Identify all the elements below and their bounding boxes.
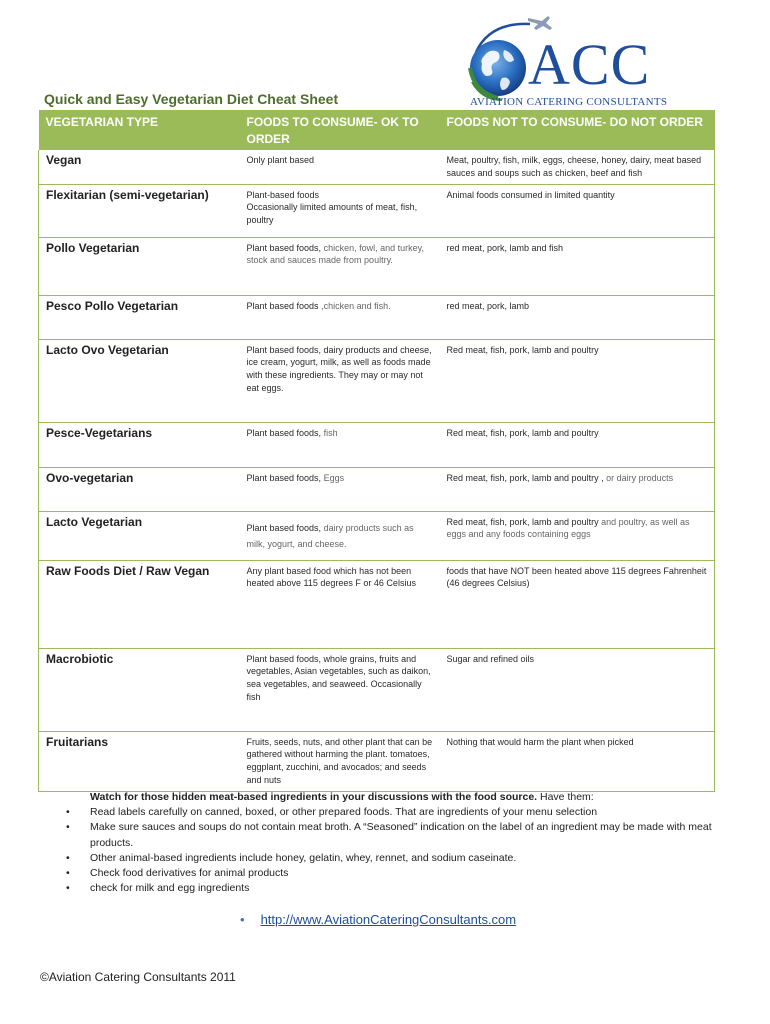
- bullet-icon: •: [66, 821, 70, 834]
- row-not-foods: Red meat, fish, pork, lamb and poultry: [440, 339, 715, 422]
- ok-foods-main: Plant based foods,: [246, 522, 324, 533]
- row-not-foods: [440, 467, 715, 511]
- row-ok-foods: Plant based foods, dairy products and cheese, ice cream, yogurt, milk, as well as foods made with these ingredients. They may or may not eat eggs.: [240, 339, 440, 422]
- list-item-text: Check food derivatives for animal products: [90, 867, 289, 880]
- row-not-foods: red meat, pork, lamb and fish: [440, 237, 715, 295]
- row-ok-foods: [240, 237, 440, 295]
- notes-list: [62, 805, 722, 896]
- copyright-footer: ©Aviation Catering Consultants 2011: [40, 970, 236, 984]
- ok-foods-extra: dairy products such as milk, yogurt, and cheese.: [246, 522, 414, 549]
- ok-foods-extra: fish: [323, 427, 338, 438]
- row-type: Lacto Vegetarian: [39, 511, 240, 560]
- table-row: [39, 648, 715, 731]
- notes-lead-bold: Watch for those hidden meat-based ingredients in your discussions with the food source.: [90, 791, 538, 803]
- notes-section: [62, 790, 722, 896]
- diet-table: [38, 110, 715, 792]
- list-item: [62, 805, 722, 820]
- row-type: Fruitarians: [39, 731, 240, 791]
- website-link-line: [240, 912, 516, 927]
- list-item: [62, 851, 722, 866]
- list-item-text: check for milk and egg ingredients: [90, 882, 250, 895]
- table-row: [39, 295, 715, 339]
- not-foods-extra: and poultry, as well as eggs and any foods containing eggs: [446, 516, 690, 540]
- ok-foods-extra: Eggs: [323, 472, 345, 483]
- row-ok-foods: Plant based foods, whole grains, fruits and vegetables, Asian vegetables, such as daikon, sea vegetables, and seaweed. Occasionally fish: [240, 648, 440, 731]
- row-ok-foods: [240, 422, 440, 467]
- not-foods-main: Red meat, fish, pork, lamb and poultry: [446, 516, 602, 527]
- company-logo: [462, 12, 668, 110]
- row-ok-foods: Fruits, seeds, nuts, and other plant that can be gathered without harming the plant. tomatoes, eggplant, zucchini, and avocados; and seeds and nuts: [240, 731, 440, 791]
- bullet-icon: •: [66, 806, 70, 819]
- table-row: [39, 237, 715, 295]
- row-type: Pesco Pollo Vegetarian: [39, 295, 240, 339]
- ok-foods-main: Plant based foods,: [246, 242, 324, 253]
- row-type: Ovo-vegetarian: [39, 467, 240, 511]
- notes-lead-rest: Have them:: [537, 791, 594, 803]
- row-not-foods: Meat, poultry, fish, milk, eggs, cheese, honey, dairy, meat based sauces and soups such as chicken, beef and fish: [440, 150, 715, 184]
- not-foods-extra: or dairy products: [606, 472, 674, 483]
- row-not-foods: Animal foods consumed in limited quantity: [440, 184, 715, 237]
- row-type: Vegan: [39, 150, 240, 184]
- list-item: [62, 866, 722, 881]
- header-foods-not-ok: FOODS NOT TO CONSUME- DO NOT ORDER: [440, 110, 715, 150]
- row-ok-foods: [240, 467, 440, 511]
- row-not-foods: Sugar and refined oils: [440, 648, 715, 731]
- website-link[interactable]: http://www.AviationCateringConsultants.com: [260, 912, 517, 927]
- row-type: Pesce-Vegetarians: [39, 422, 240, 467]
- logo-company-name: AVIATION CATERING CONSULTANTS: [470, 96, 668, 108]
- row-not-foods: foods that have NOT been heated above 115 degrees Fahrenheit (46 degrees Celsius): [440, 560, 715, 648]
- row-not-foods: red meat, pork, lamb: [440, 295, 715, 339]
- row-ok-foods: Only plant based: [240, 150, 440, 184]
- table-row: [39, 150, 715, 184]
- list-item-text: Read labels carefully on canned, boxed, or other prepared foods. That are ingredients of your menu selection: [90, 806, 598, 819]
- document-title: Quick and Easy Vegetarian Diet Cheat Sheet: [44, 91, 339, 107]
- row-type: Pollo Vegetarian: [39, 237, 240, 295]
- list-item: [62, 820, 722, 850]
- list-item-text: Make sure sauces and soups do not contain meat broth. A “Seasoned” indication on the label of an ingredient may be made with meat products.: [90, 821, 712, 849]
- table-row: [39, 422, 715, 467]
- table-row: [39, 560, 715, 648]
- row-ok-foods: Any plant based food which has not been heated above 115 degrees F or 46 Celsius: [240, 560, 440, 648]
- row-ok-foods: [240, 511, 440, 560]
- row-type: Flexitarian (semi-vegetarian): [39, 184, 240, 237]
- bullet-icon: •: [66, 882, 70, 895]
- list-item: [62, 881, 722, 896]
- row-ok-foods: [240, 295, 440, 339]
- logo-acronym: ACC: [528, 32, 651, 97]
- ok-foods-main: Plant based foods,: [246, 472, 324, 483]
- table-header-row: [39, 110, 715, 150]
- table-row: [39, 511, 715, 560]
- ok-foods-main: Plant based foods: [246, 300, 322, 311]
- ok-foods-extra: ,chicken and fish.: [321, 300, 391, 311]
- row-ok-foods: Plant-based foods Occasionally limited amounts of meat, fish, poultry: [240, 184, 440, 237]
- row-not-foods: [440, 511, 715, 560]
- ok-foods-extra: chicken, fowl, and turkey, stock and sauces made from poultry.: [246, 242, 424, 266]
- table-row: [39, 731, 715, 791]
- bullet-icon: •: [66, 851, 70, 864]
- table-row: [39, 184, 715, 237]
- list-item-text: Other animal-based ingredients include honey, gelatin, whey, rennet, and sodium caseinate.: [90, 851, 517, 864]
- row-type: Raw Foods Diet / Raw Vegan: [39, 560, 240, 648]
- notes-lead: [62, 790, 722, 805]
- bullet-icon: •: [66, 867, 70, 880]
- row-type: Lacto Ovo Vegetarian: [39, 339, 240, 422]
- table-row: [39, 467, 715, 511]
- bullet-icon: •: [240, 912, 245, 927]
- not-foods-main: Red meat, fish, pork, lamb and poultry ,: [446, 472, 607, 483]
- row-not-foods: Nothing that would harm the plant when picked: [440, 731, 715, 791]
- row-type: Macrobiotic: [39, 648, 240, 731]
- row-not-foods: Red meat, fish, pork, lamb and poultry: [440, 422, 715, 467]
- header-foods-ok: FOODS TO CONSUME- OK TO ORDER: [240, 110, 440, 150]
- header-vegetarian-type: VEGETARIAN TYPE: [39, 110, 240, 150]
- table-row: [39, 339, 715, 422]
- ok-foods-main: Plant based foods,: [246, 427, 324, 438]
